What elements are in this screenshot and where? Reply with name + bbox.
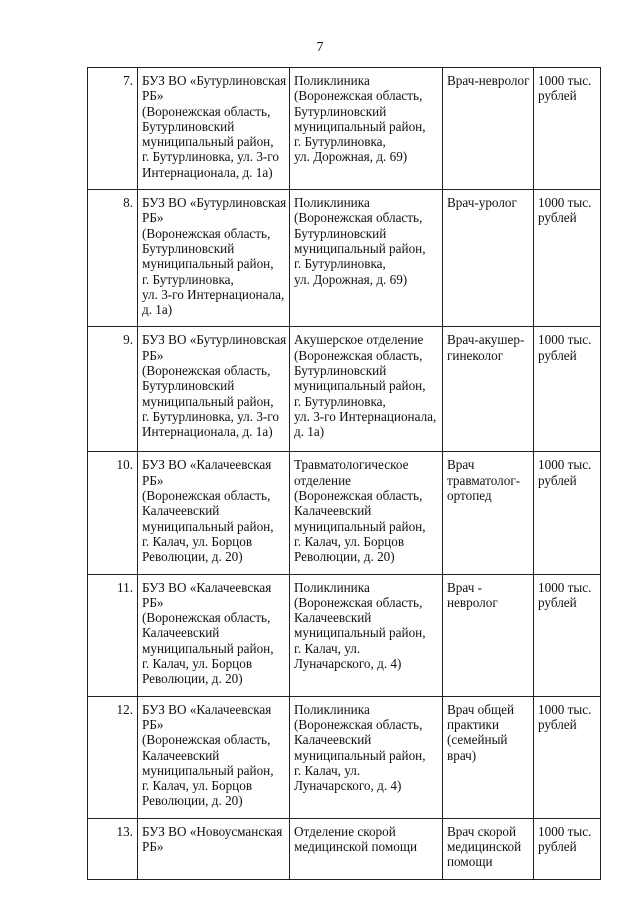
organization-cell-line: г. Калач, ул. Борцов: [142, 778, 253, 794]
department-cell-line: муниципальный район,: [294, 518, 426, 534]
specialty-cell-line: практики: [447, 716, 500, 732]
organization-cell: [138, 327, 290, 452]
department-cell-line: г. Бутурлиновка,: [294, 256, 386, 272]
organization-cell: [138, 574, 290, 696]
specialty-cell-line: Врач скорой: [447, 823, 517, 839]
specialty-cell: [443, 327, 534, 452]
organization-cell-line: (Воронежская область,: [142, 732, 271, 748]
department-cell-line: Калачеевский: [294, 503, 372, 519]
department-cell-line: (Воронежская область,: [294, 488, 423, 504]
table-row: [88, 574, 601, 696]
organization-cell-line: Революции, д. 20): [142, 793, 243, 809]
department-cell-line: г. Бутурлиновка,: [294, 393, 386, 409]
amount-cell-line: рублей: [538, 716, 577, 732]
organization-cell: [138, 190, 290, 327]
specialty-cell-line: (семейный: [447, 732, 508, 748]
organization-cell-line: г. Бутурлиновка, ул. 3-го: [142, 149, 279, 165]
table-row: [88, 818, 601, 879]
specialty-cell-line: Врач общей: [447, 701, 515, 717]
organization-cell-line: РБ»: [142, 347, 164, 363]
specialty-cell-line: Врач: [447, 457, 475, 473]
amount-cell-line: рублей: [538, 88, 577, 104]
specialty-cell: [443, 696, 534, 818]
row-number: 12.: [88, 696, 138, 818]
row-number: 13.: [88, 818, 138, 879]
specialty-cell-line: гинеколог: [447, 347, 504, 363]
organization-cell-line: муниципальный район,: [142, 762, 274, 778]
department-cell-line: Отделение скорой: [294, 823, 396, 839]
amount-cell-line: 1000 тыс.: [538, 823, 592, 839]
amount-cell: [534, 327, 601, 452]
organization-cell-line: Бутурлиновский: [142, 118, 235, 134]
department-cell: [290, 696, 443, 818]
department-cell-line: Акушерское отделение: [294, 332, 424, 348]
amount-cell: [534, 818, 601, 879]
amount-cell-line: 1000 тыс.: [538, 73, 592, 88]
amount-cell-line: 1000 тыс.: [538, 701, 592, 717]
department-cell-line: отделение: [294, 472, 351, 488]
organization-cell-line: Интернационала, д. 1а): [142, 164, 273, 180]
organization-cell-line: РБ»: [142, 472, 164, 488]
organization-cell-line: (Воронежская область,: [142, 488, 271, 504]
organization-cell: [138, 696, 290, 818]
department-cell-line: г. Калач, ул.: [294, 640, 361, 656]
table-row: [88, 696, 601, 818]
organization-cell-line: (Воронежская область,: [142, 103, 271, 119]
organization-cell-line: Бутурлиновский: [142, 240, 235, 256]
department-cell-line: г. Калач, ул.: [294, 762, 361, 778]
department-cell-line: г. Калач, ул. Борцов: [294, 533, 405, 549]
organization-cell: [138, 68, 290, 190]
organization-cell-line: БУЗ ВО «Бутурлиновская: [142, 332, 287, 348]
department-cell-line: Травматологическое: [294, 457, 409, 473]
department-cell-line: Луначарского, д. 4): [294, 656, 402, 672]
organization-cell-line: Калачеевский: [142, 747, 220, 763]
organization-cell-line: РБ»: [142, 210, 164, 226]
organization-cell-line: муниципальный район,: [142, 518, 274, 534]
organization-cell-line: БУЗ ВО «Бутурлиновская: [142, 195, 287, 211]
amount-cell: [534, 574, 601, 696]
organization-cell-line: Интернационала, д. 1а): [142, 424, 273, 440]
row-number: 9.: [88, 327, 138, 452]
specialty-cell-line: Врач-акушер-: [447, 332, 525, 348]
organization-cell-line: Бутурлиновский: [142, 378, 235, 394]
department-cell-line: (Воронежская область,: [294, 210, 423, 226]
department-cell-line: (Воронежская область,: [294, 88, 423, 104]
organization-cell-line: г. Калач, ул. Борцов: [142, 533, 253, 549]
table-body: [88, 68, 601, 880]
specialty-cell: [443, 574, 534, 696]
page-number: 7: [316, 40, 324, 55]
row-number: 10.: [88, 452, 138, 574]
organization-cell-line: г. Калач, ул. Борцов: [142, 656, 253, 672]
organization-cell-line: д. 1а): [142, 302, 173, 318]
department-cell-line: Революции, д. 20): [294, 549, 395, 565]
amount-cell: [534, 190, 601, 327]
row-number: 11.: [88, 574, 138, 696]
specialty-cell-line: помощи: [447, 854, 493, 870]
organization-cell-line: Калачеевский: [142, 503, 220, 519]
organization-cell-line: РБ»: [142, 838, 164, 854]
amount-cell-line: 1000 тыс.: [538, 332, 592, 348]
organization-cell-line: БУЗ ВО «Калачеевская: [142, 701, 272, 717]
specialty-cell: [443, 452, 534, 574]
vacancy-table: [87, 67, 601, 880]
organization-cell-line: муниципальный район,: [142, 134, 274, 150]
department-cell-line: муниципальный район,: [294, 747, 426, 763]
department-cell: [290, 574, 443, 696]
department-cell-line: муниципальный район,: [294, 118, 426, 134]
organization-cell: [138, 818, 290, 879]
specialty-cell-line: врач): [447, 747, 477, 763]
department-cell: [290, 68, 443, 190]
department-cell-line: Поликлиника: [294, 579, 370, 595]
specialty-cell: [443, 190, 534, 327]
department-cell-line: Бутурлиновский: [294, 225, 387, 241]
organization-cell-line: (Воронежская область,: [142, 225, 271, 241]
organization-cell-line: БУЗ ВО «Новоусманская: [142, 823, 283, 839]
specialty-cell: [443, 818, 534, 879]
table-row: [88, 190, 601, 327]
table-row: [88, 452, 601, 574]
department-cell-line: Бутурлиновский: [294, 103, 387, 119]
department-cell-line: Калачеевский: [294, 610, 372, 626]
department-cell-line: муниципальный район,: [294, 378, 426, 394]
organization-cell-line: муниципальный район,: [142, 393, 274, 409]
table-row: [88, 327, 601, 452]
amount-cell: [534, 696, 601, 818]
amount-cell-line: рублей: [538, 594, 577, 610]
department-cell: [290, 452, 443, 574]
amount-cell-line: рублей: [538, 838, 577, 854]
organization-cell-line: РБ»: [142, 88, 164, 104]
specialty-cell-line: Врач-невролог: [447, 73, 530, 88]
organization-cell-line: Калачеевский: [142, 625, 220, 641]
specialty-cell-line: медицинской: [447, 838, 522, 854]
organization-cell-line: г. Бутурлиновка, ул. 3-го: [142, 408, 279, 424]
department-cell-line: Бутурлиновский: [294, 363, 387, 379]
organization-cell-line: (Воронежская область,: [142, 610, 271, 626]
department-cell-line: муниципальный район,: [294, 240, 426, 256]
organization-cell-line: Революции, д. 20): [142, 671, 243, 687]
organization-cell-line: муниципальный район,: [142, 640, 274, 656]
organization-cell-line: РБ»: [142, 716, 164, 732]
department-cell-line: д. 1а): [294, 424, 325, 440]
row-number: 8.: [88, 190, 138, 327]
specialty-cell: [443, 68, 534, 190]
organization-cell-line: (Воронежская область,: [142, 363, 271, 379]
department-cell-line: Поликлиника: [294, 73, 370, 88]
amount-cell-line: рублей: [538, 347, 577, 363]
amount-cell-line: рублей: [538, 210, 577, 226]
amount-cell: [534, 452, 601, 574]
department-cell-line: муниципальный район,: [294, 625, 426, 641]
amount-cell-line: 1000 тыс.: [538, 195, 592, 211]
department-cell-line: (Воронежская область,: [294, 594, 423, 610]
department-cell-line: (Воронежская область,: [294, 716, 423, 732]
department-cell: [290, 818, 443, 879]
department-cell-line: г. Бутурлиновка,: [294, 134, 386, 150]
organization-cell-line: г. Бутурлиновка,: [142, 271, 234, 287]
department-cell-line: Луначарского, д. 4): [294, 778, 402, 794]
amount-cell-line: 1000 тыс.: [538, 579, 592, 595]
organization-cell-line: БУЗ ВО «Калачеевская: [142, 457, 272, 473]
organization-cell-line: БУЗ ВО «Калачеевская: [142, 579, 272, 595]
department-cell-line: ул. Дорожная, д. 69): [294, 149, 408, 165]
organization-cell-line: РБ»: [142, 594, 164, 610]
specialty-cell-line: ортопед: [447, 488, 492, 504]
amount-cell-line: 1000 тыс.: [538, 457, 592, 473]
amount-cell: [534, 68, 601, 190]
department-cell-line: Поликлиника: [294, 195, 370, 211]
specialty-cell-line: Врач -: [447, 579, 483, 595]
department-cell: [290, 190, 443, 327]
specialty-cell-line: травматолог-: [447, 472, 521, 488]
department-cell-line: Калачеевский: [294, 732, 372, 748]
table-row: [88, 68, 601, 190]
specialty-cell-line: невролог: [447, 594, 498, 610]
organization-cell-line: муниципальный район,: [142, 256, 274, 272]
organization-cell: [138, 452, 290, 574]
department-cell-line: ул. Дорожная, д. 69): [294, 271, 408, 287]
row-number: 7.: [88, 68, 138, 190]
amount-cell-line: рублей: [538, 472, 577, 488]
department-cell: [290, 327, 443, 452]
organization-cell-line: БУЗ ВО «Бутурлиновская: [142, 73, 287, 88]
department-cell-line: ул. 3-го Интернационала,: [294, 408, 437, 424]
organization-cell-line: ул. 3-го Интернационала,: [142, 286, 285, 302]
department-cell-line: Поликлиника: [294, 701, 370, 717]
specialty-cell-line: Врач-уролог: [447, 195, 517, 211]
department-cell-line: медицинской помощи: [294, 838, 418, 854]
organization-cell-line: Революции, д. 20): [142, 549, 243, 565]
department-cell-line: (Воронежская область,: [294, 347, 423, 363]
